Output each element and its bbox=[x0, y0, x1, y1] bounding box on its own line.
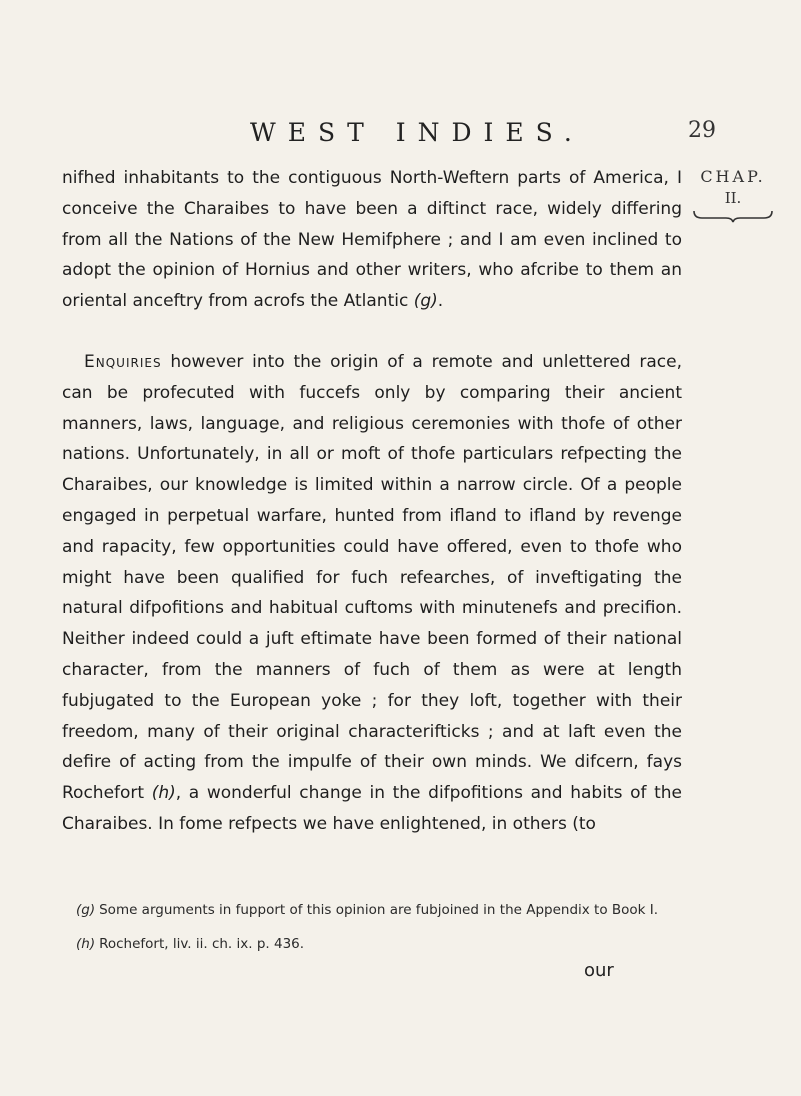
paragraph-continued bbox=[62, 163, 682, 317]
body-text bbox=[62, 163, 682, 840]
paragraph-text: nifhed inhabitants to the contiguous North-Weftern parts of America, I conceive the Charaibes to have been a diftinct race, widely differing from all the Nations of the New Hemifphere ; and I am even inclined to adopt the opinion of Hornius and other writers, who afcribe to them an oriental anceftry from acrofs the Atlantic bbox=[62, 168, 682, 312]
paragraph-text-after-ref: , a wonderful change in the difpofitions and habits of the Charaibes. In fome refpects we have enlightened, in others (to bbox=[62, 783, 683, 834]
page-number: 29 bbox=[688, 118, 716, 143]
chapter-marker bbox=[688, 167, 778, 223]
paragraph-text: however into the origin of a remote and unlettered race, can be profecuted with fuccefs only by comparing their ancient manners, laws, language, and religious ceremonies with thofe of other nations. Unfortunately, in all or moft of thofe particulars refpecting the Charaibes, our knowledge is limited within a narrow circle. Of a people engaged in perpetual warfare, hunted from ifland to ifland by revenge and rapacity, few opportunities could have offered, even to thofe who might have been qualified for fuch refearches, of inveftigating the natural difpofitions and habitual cuftoms with minutenefs and precifion. Neither indeed could a juft eftimate have been formed of their national character, from the manners of fuch of them as were at length fubjugated to the European yoke ; for they loft, together with their freedom, many of their original characterifticks ; and at laft even the defire of acting from the impulfe of their own minds. We difcern, fays Rochefort bbox=[62, 351, 683, 804]
running-head bbox=[0, 118, 801, 158]
footnote-ref-g: (g) bbox=[413, 291, 438, 312]
footnote-h bbox=[62, 932, 682, 956]
footnotes bbox=[62, 898, 682, 956]
chapter-label: CHAP. bbox=[700, 167, 766, 186]
catchword: our bbox=[584, 960, 614, 981]
running-title: WEST INDIES. bbox=[250, 118, 584, 147]
footnote-marker: (h) bbox=[76, 936, 96, 952]
paragraph-end: . bbox=[437, 291, 444, 312]
paragraph-enquiries bbox=[62, 347, 682, 840]
footnote-text: Some arguments in fupport of this opinion are fubjoined in the Appendix to Book I. bbox=[99, 902, 659, 918]
footnote-text: Rochefort, liv. ii. ch. ix. p. 436. bbox=[99, 936, 305, 952]
footnote-marker: (g) bbox=[76, 902, 96, 918]
footnote-ref-h: (h) bbox=[151, 783, 176, 804]
chapter-number: II. bbox=[724, 189, 742, 207]
paragraph-lead-word: Enquiries bbox=[84, 351, 162, 372]
chapter-brace-icon bbox=[692, 209, 774, 223]
footnote-g bbox=[62, 898, 682, 922]
